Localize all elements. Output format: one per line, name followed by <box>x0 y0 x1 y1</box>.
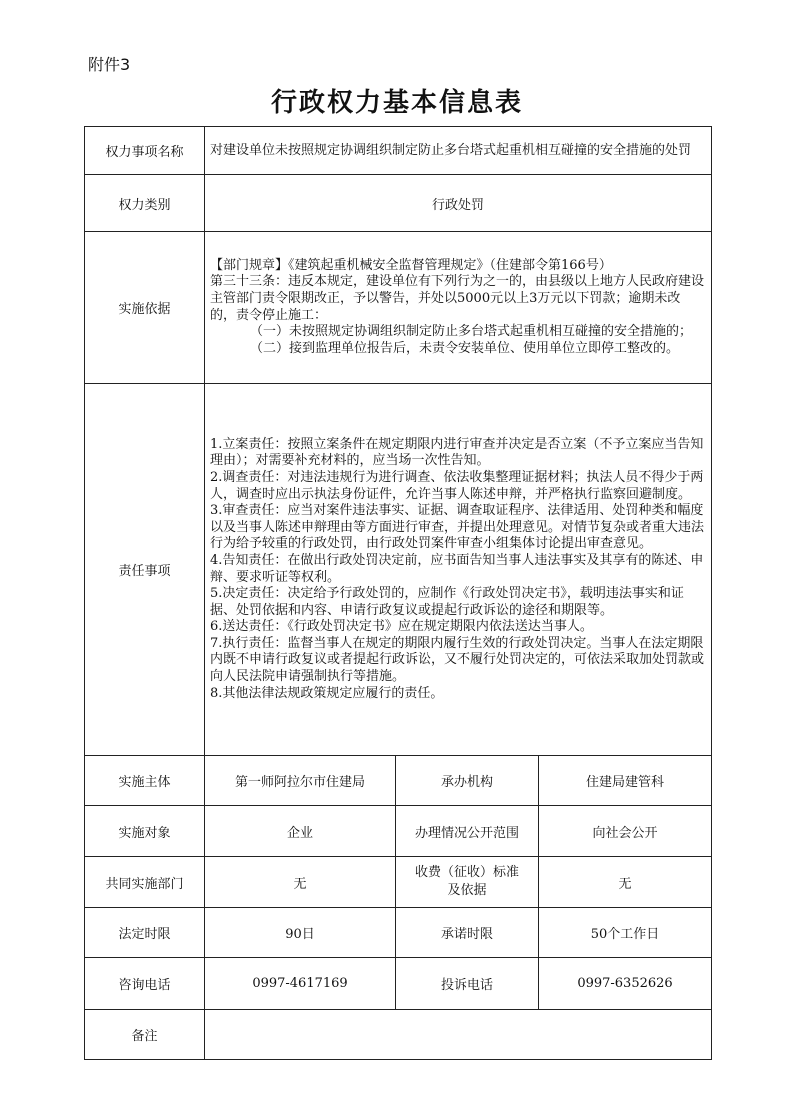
value-remark <box>205 1010 712 1060</box>
responsibility-line: 5.决定责任：决定给予行政处罚的，应制作《行政处罚决定书》，载明违法事实和证据、处罚依据和内容、申请行政复议或提起行政诉讼的途径和期限等。 <box>210 586 684 618</box>
value-subject: 第一师阿拉尔市住建局 <box>205 756 396 806</box>
label-consult-phone: 咨询电话 <box>85 958 205 1010</box>
label-complaint-phone: 投诉电话 <box>396 958 539 1010</box>
row-phone <box>85 958 712 1010</box>
value-promised-time-limit: 50个工作日 <box>539 908 712 958</box>
basis-line: 【部门规章】《建筑起重机械安全监督管理规定》（住建部令第166号） <box>210 257 612 273</box>
row-power-name <box>85 127 712 175</box>
row-basis <box>85 232 712 384</box>
value-target: 企业 <box>205 806 396 857</box>
attachment-label: 附件3 <box>88 55 131 74</box>
label-handling-agency: 承办机构 <box>396 756 539 806</box>
value-power-name: 对建设单位未按照规定协调组织制定防止多台塔式起重机相互碰撞的安全措施的处罚 <box>205 127 712 175</box>
label-power-name: 权力事项名称 <box>85 127 205 175</box>
label-remark: 备注 <box>85 1010 205 1060</box>
value-joint-department: 无 <box>205 857 396 908</box>
label-fee-standard: 收费（征收）标准及依据 <box>396 857 539 908</box>
row-responsibility <box>85 384 712 756</box>
label-joint-department: 共同实施部门 <box>85 857 205 908</box>
value-complaint-phone: 0997-6352626 <box>539 958 712 1010</box>
page-title: 行政权力基本信息表 <box>270 88 523 118</box>
row-power-category <box>85 175 712 232</box>
label-legal-time-limit: 法定时限 <box>85 908 205 958</box>
row-target <box>85 806 712 857</box>
value-responsibility <box>205 384 712 756</box>
responsibility-line: 2.调查责任：对违法违规行为进行调查、依法收集整理证据材料；执法人员不得少于两人，调查时应出示执法身份证件，允许当事人陈述申辩，并严格执行监察回避制度。 <box>210 469 704 502</box>
value-handling-agency: 住建局建管科 <box>539 756 712 806</box>
basis-line: （二）接到监理单位报告后，未责令安装单位、使用单位立即停工整改的。 <box>250 340 680 356</box>
responsibility-line: 6.送达责任：《行政处罚决定书》应在规定期限内依法送达当事人。 <box>210 619 593 635</box>
value-basis <box>205 232 712 384</box>
basis-line: 第三十三条：违反本规定，建设单位有下列行为之一的，由县级以上地方人民政府建设主管部门责令限期改正，予以警告，并处以5000元以上3万元以下罚款；逾期未改的，责令停止施工： <box>210 274 705 323</box>
responsibility-line: 3.审查责任：应当对案件违法事实、证据、调查取证程序、法律适用、处罚种类和幅度以及当事人陈述申辩理由等方面进行审查，并提出处理意见。对情节复杂或者重大违法行为给予较重的行政处罚，由行政处罚案件审查小组集体讨论提出审查意见。 <box>210 503 705 552</box>
value-disclosure-scope: 向社会公开 <box>539 806 712 857</box>
label-basis: 实施依据 <box>85 232 205 384</box>
label-subject: 实施主体 <box>85 756 205 806</box>
responsibility-line: 7.执行责任：监督当事人在规定的期限内履行生效的行政处罚决定。当事人在法定期限内既不申请行政复议或者提起行政诉讼，又不履行处罚决定的，可依法采取加处罚款或向人民法院申请强制执行等措施。 <box>210 635 705 685</box>
label-responsibility: 责任事项 <box>85 384 205 756</box>
row-joint <box>85 857 712 908</box>
row-time-limit <box>85 908 712 958</box>
label-power-category: 权力类别 <box>85 175 205 232</box>
responsibility-line: 4.告知责任：在做出行政处罚决定前，应书面告知当事人违法事实及其享有的陈述、申辩、要求听证等权利。 <box>210 552 704 585</box>
label-target: 实施对象 <box>85 806 205 857</box>
value-power-category: 行政处罚 <box>205 175 712 232</box>
value-legal-time-limit: 90日 <box>205 908 396 958</box>
info-table <box>84 126 712 1060</box>
basis-line: （一）未按照规定协调组织制定防止多台塔式起重机相互碰撞的安全措施的； <box>250 324 693 340</box>
label-disclosure-scope: 办理情况公开范围 <box>396 806 539 857</box>
row-remark <box>85 1010 712 1060</box>
responsibility-line: 8.其他法律法规政策规定应履行的责任。 <box>210 685 444 701</box>
value-consult-phone: 0997-4617169 <box>205 958 396 1010</box>
value-fee-standard: 无 <box>539 857 712 908</box>
row-subject <box>85 756 712 806</box>
label-promised-time-limit: 承诺时限 <box>396 908 539 958</box>
responsibility-line: 1.立案责任：按照立案条件在规定期限内进行审查并决定是否立案（不予立案应当告知理由）；对需要补充材料的，应当场一次性告知。 <box>210 436 704 469</box>
